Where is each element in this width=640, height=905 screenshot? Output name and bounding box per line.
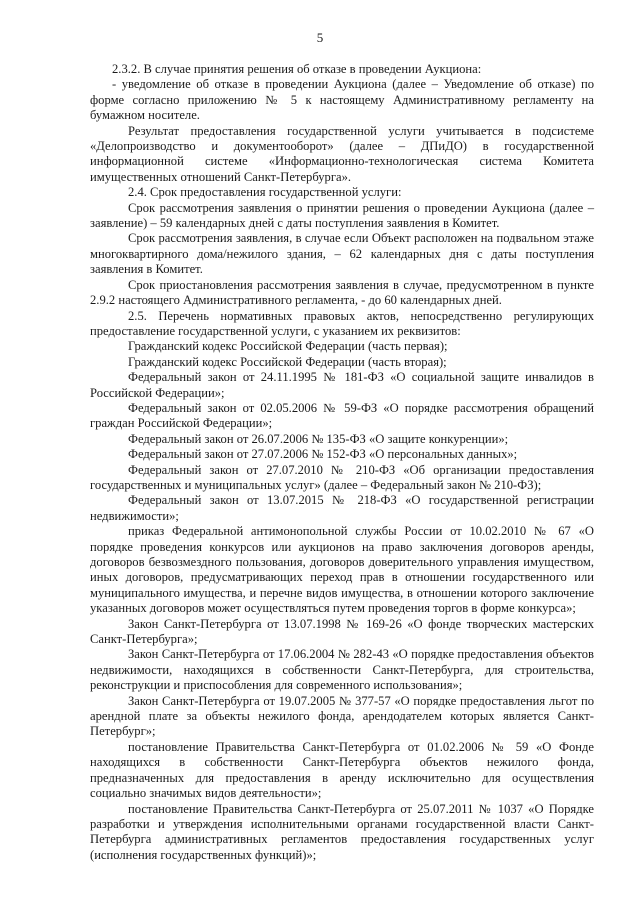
- paragraph: 2.3.2. В случае принятия решения об отказе в проведении Аукциона:: [112, 62, 482, 76]
- paragraph: Срок рассмотрения заявления, в случае если Объект расположен на подвальном этаже многоквартирного дома/нежилого здания, – 62 календарных дня с даты поступления заявления в Комитет.: [90, 231, 594, 277]
- paragraph: 2.5. Перечень нормативных правовых актов, непосредственно регулирующих предоставление государственной услуги, с указанием их реквизитов:: [90, 308, 594, 338]
- paragraph: - уведомление об отказе в проведении Аукциона (далее – Уведомление об отказе) по форме согласно приложению № 5 к настоящему Административному регламенту на бумажном носителе.: [90, 77, 594, 123]
- paragraph: Результат предоставления государственной услуги учитывается в подсистеме «Делопроизводство и документооборот» (далее – ДПиДО) в государственной информационной системе «Информационно-технологическая система Комитета имущественных отношений Санкт-Петербурга».: [90, 123, 594, 184]
- paragraph: Федеральный закон от 24.11.1995 № 181-ФЗ «О социальной защите инвалидов в Российской Федерации»;: [90, 370, 594, 400]
- paragraph: Федеральный закон от 27.07.2006 № 152-ФЗ «О персональных данных»;: [128, 447, 518, 462]
- paragraph: Срок приостановления рассмотрения заявления в случае, предусмотренном в пункте 2.9.2 настоящего Административного регламента, - до 60 календарных дней.: [90, 277, 594, 308]
- paragraph: Федеральный закон от 26.07.2006 № 135-ФЗ «О защите конкуренции»;: [128, 431, 509, 446]
- paragraph: Гражданский кодекс Российской Федерации (часть первая);: [128, 339, 448, 354]
- page-number: 5: [316, 30, 324, 45]
- paragraph: Закон Санкт-Петербурга от 17.06.2004 № 282-43 «О порядке предоставления объектов недвижимости, находящихся в собственности Санкт-Петербурга, для строительства, реконструкции и приспособления для современного использования»;: [90, 647, 594, 693]
- paragraph: Федеральный закон от 27.07.2010 № 210-ФЗ «Об организации предоставления государственных и муниципальных услуг» (далее – Федеральный закон № 210-ФЗ);: [90, 462, 594, 492]
- paragraph: постановление Правительства Санкт-Петербурга от 01.02.2006 № 59 «О Фонде находящихся в собственности Санкт-Петербурга объектов нежилого фонда, предназначенных для предоставления в аренду исключительно для осуществления социально значимых видов деятельности»;: [90, 739, 594, 801]
- paragraph: постановление Правительства Санкт-Петербурга от 25.07.2011 № 1037 «О Порядке разработки и утверждения исполнительными органами государственной власти Санкт-Петербурга административных регламентов предоставления государственных услуг (исполнения государственных функций)»;: [90, 801, 594, 862]
- paragraph: Федеральный закон от 02.05.2006 № 59-ФЗ «О порядке рассмотрения обращений граждан Российской Федерации»;: [90, 400, 594, 431]
- paragraph: 2.4. Срок предоставления государственной услуги:: [128, 185, 402, 200]
- paragraph: Федеральный закон от 13.07.2015 № 218-ФЗ «О государственной регистрации недвижимости»;: [90, 493, 594, 523]
- paragraph: Закон Санкт-Петербурга от 13.07.1998 № 169-26 «О фонде творческих мастерских Санкт-Петербурга»;: [90, 616, 594, 647]
- paragraph: Закон Санкт-Петербурга от 19.07.2005 № 377-57 «О порядке предоставления льгот по арендной плате за объекты нежилого фонда, арендодателем которых является Санкт-Петербург»;: [90, 693, 594, 739]
- paragraph: Срок рассмотрения заявления о принятии решения о проведении Аукциона (далее – заявление) – 59 календарных дней с даты поступления заявления в Комитет.: [90, 200, 594, 231]
- paragraph: Гражданский кодекс Российской Федерации (часть вторая);: [128, 354, 447, 369]
- paragraph: приказ Федеральной антимонопольной службы России от 10.02.2010 № 67 «О порядке проведения конкурсов или аукционов на право заключения договоров аренды, договоров безвозмездного пользования, договоров доверительного управления имуществом, иных договоров, предусматривающих переход прав в отношении государственного или муниципального имущества, и перечне видов имущества, в отношении которого заключение указанных договоров может осуществляться путем проведения торгов в форме конкурса»;: [90, 524, 594, 616]
- document-body: [90, 62, 594, 863]
